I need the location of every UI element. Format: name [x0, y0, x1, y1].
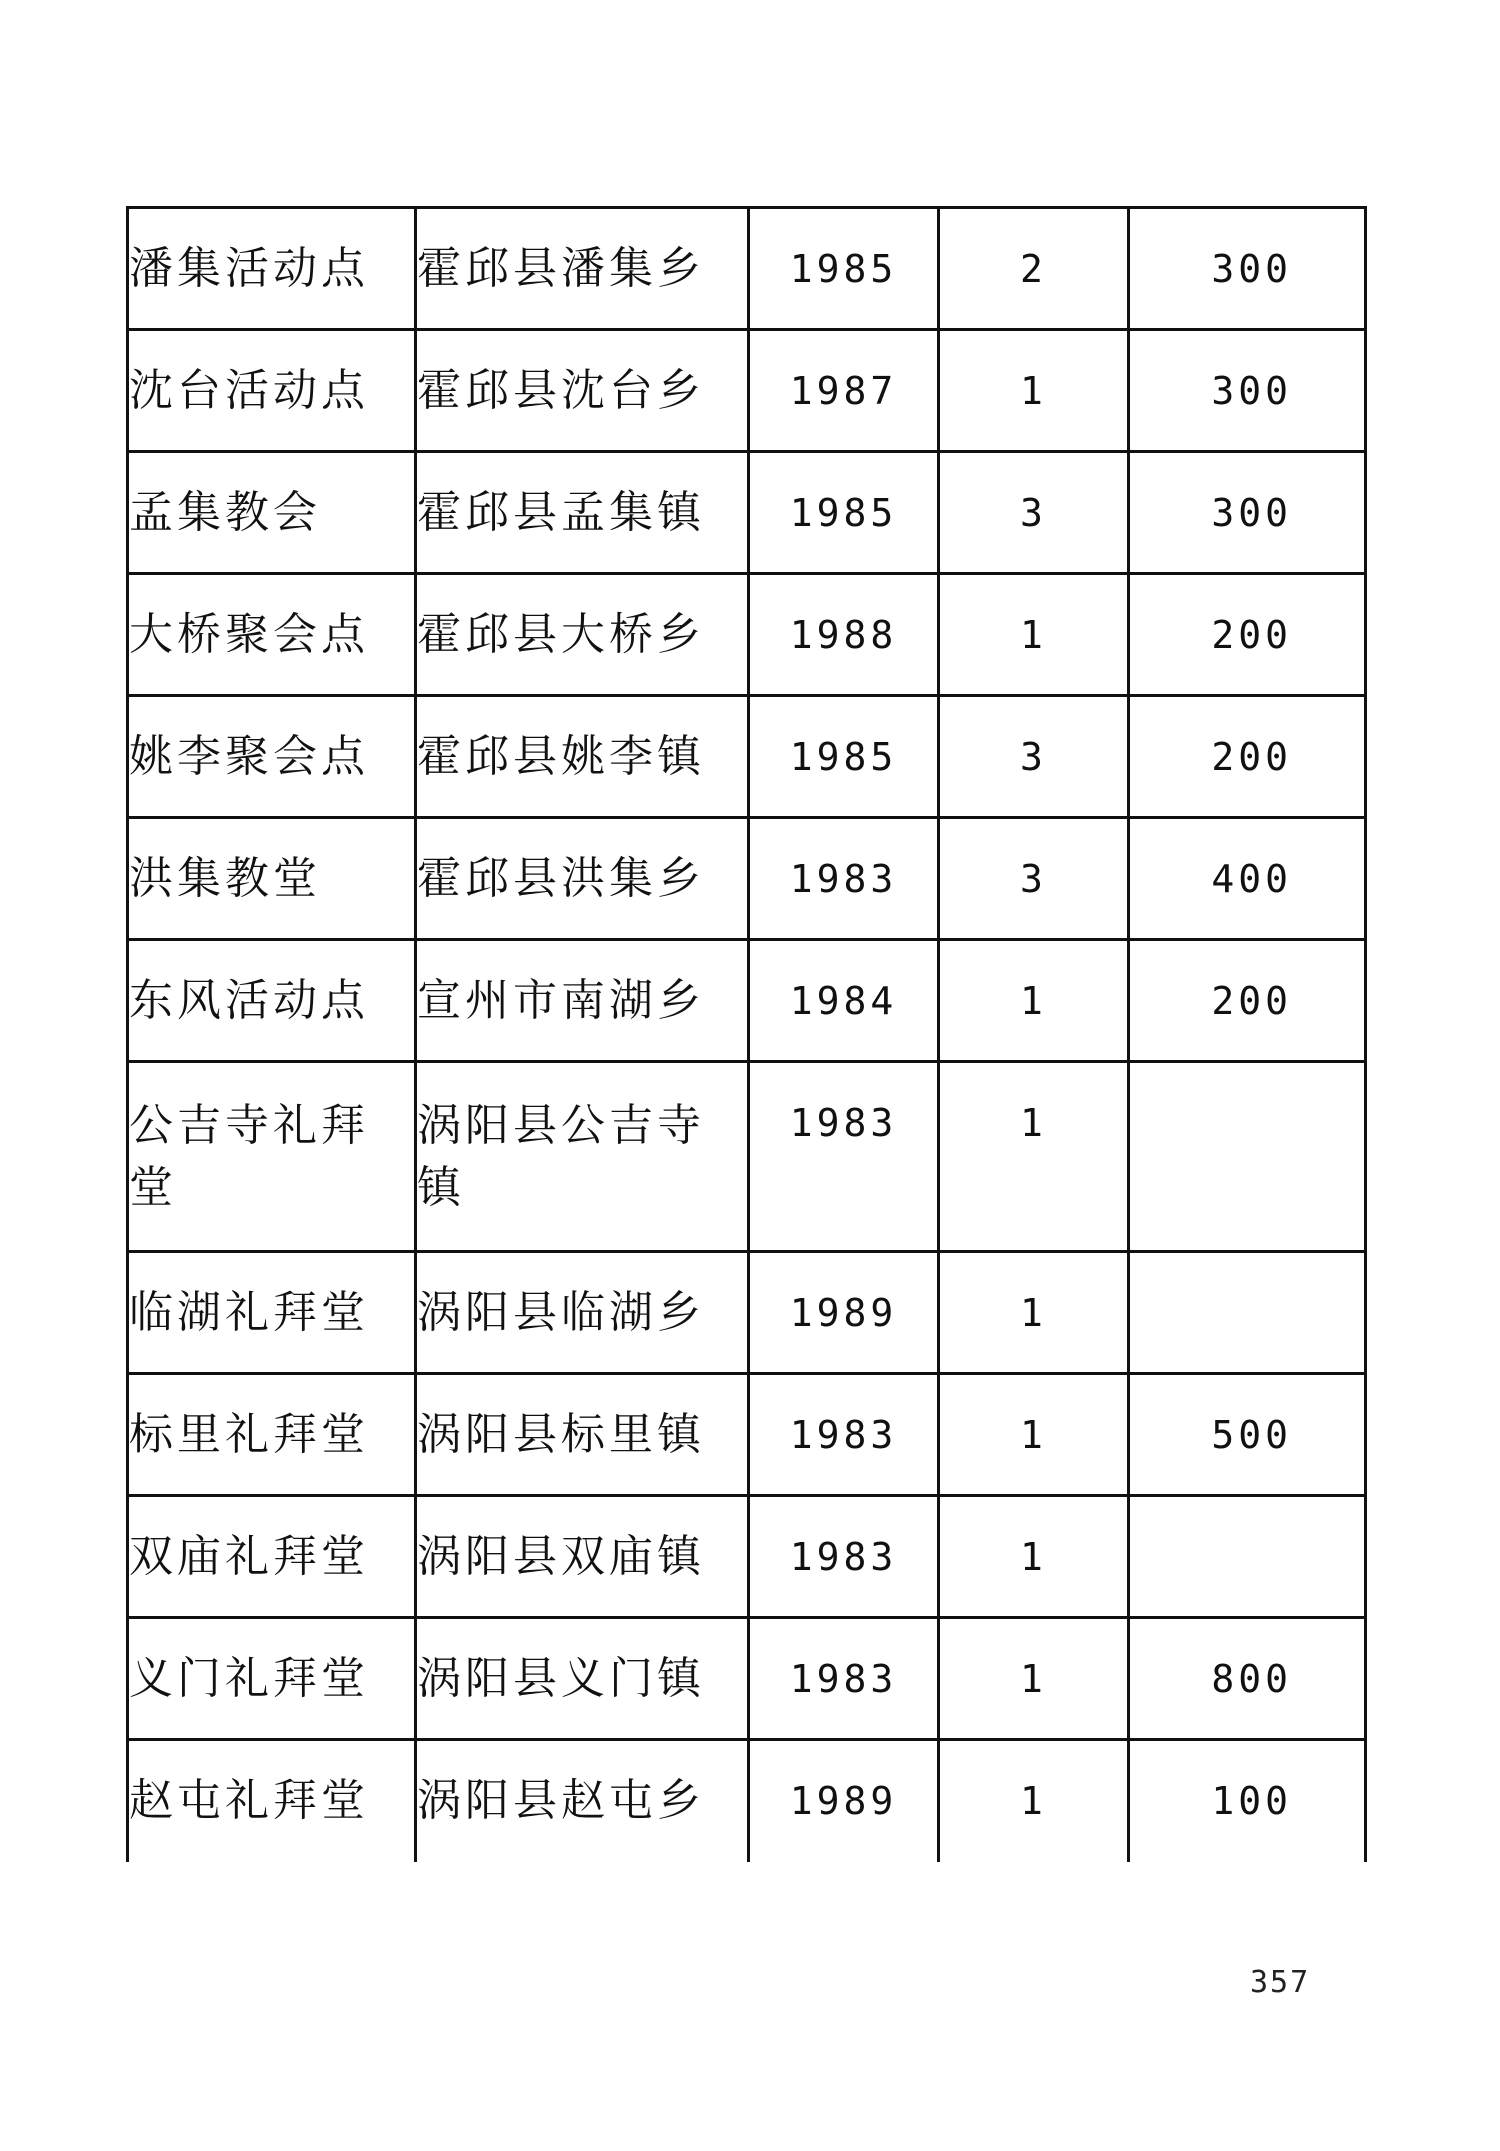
location-cell: 霍邱县孟集镇	[416, 452, 749, 574]
year-cell: 1983	[749, 818, 939, 940]
year-cell: 1988	[749, 574, 939, 696]
location-cell: 涡阳县双庙镇	[416, 1496, 749, 1618]
year-cell: 1983	[749, 1618, 939, 1740]
site-name-cell: 孟集教会	[128, 452, 416, 574]
year-cell: 1983	[749, 1496, 939, 1618]
year-cell: 1985	[749, 696, 939, 818]
table-body	[128, 208, 1366, 1862]
location-cell: 霍邱县大桥乡	[416, 574, 749, 696]
people-cell	[1129, 1252, 1366, 1374]
people-cell: 400	[1129, 818, 1366, 940]
table-row	[128, 330, 1366, 452]
site-name-cell: 洪集教堂	[128, 818, 416, 940]
count-cell: 3	[939, 452, 1129, 574]
table-row	[128, 1740, 1366, 1862]
people-cell: 200	[1129, 696, 1366, 818]
site-name-cell: 潘集活动点	[128, 208, 416, 330]
year-cell: 1983	[749, 1374, 939, 1496]
year-cell: 1983	[749, 1062, 939, 1252]
location-cell: 涡阳县临湖乡	[416, 1252, 749, 1374]
table-row	[128, 940, 1366, 1062]
church-register-table	[126, 206, 1367, 1862]
location-cell: 霍邱县潘集乡	[416, 208, 749, 330]
site-name-cell: 赵屯礼拜堂	[128, 1740, 416, 1862]
site-name-cell: 标里礼拜堂	[128, 1374, 416, 1496]
year-cell: 1989	[749, 1740, 939, 1862]
people-cell: 800	[1129, 1618, 1366, 1740]
table-row	[128, 1496, 1366, 1618]
count-cell: 1	[939, 1618, 1129, 1740]
table-row	[128, 452, 1366, 574]
people-cell: 200	[1129, 940, 1366, 1062]
count-cell: 1	[939, 1740, 1129, 1862]
location-cell: 霍邱县沈台乡	[416, 330, 749, 452]
count-cell: 1	[939, 940, 1129, 1062]
site-name-cell: 公吉寺礼拜堂	[128, 1062, 416, 1252]
site-name-cell: 东风活动点	[128, 940, 416, 1062]
count-cell: 2	[939, 208, 1129, 330]
people-cell: 100	[1129, 1740, 1366, 1862]
people-cell	[1129, 1496, 1366, 1618]
table-row	[128, 1618, 1366, 1740]
count-cell: 1	[939, 1496, 1129, 1618]
year-cell: 1987	[749, 330, 939, 452]
table-row	[128, 208, 1366, 330]
page-number: 357	[1250, 1965, 1311, 2000]
table-row	[128, 818, 1366, 940]
table-row	[128, 696, 1366, 818]
location-cell: 涡阳县义门镇	[416, 1618, 749, 1740]
site-name-cell: 沈台活动点	[128, 330, 416, 452]
count-cell: 1	[939, 330, 1129, 452]
site-name-cell: 大桥聚会点	[128, 574, 416, 696]
people-cell: 300	[1129, 452, 1366, 574]
people-cell	[1129, 1062, 1366, 1252]
count-cell: 1	[939, 574, 1129, 696]
year-cell: 1985	[749, 208, 939, 330]
count-cell: 3	[939, 696, 1129, 818]
count-cell: 1	[939, 1062, 1129, 1252]
site-name-cell: 义门礼拜堂	[128, 1618, 416, 1740]
people-cell: 500	[1129, 1374, 1366, 1496]
table-row	[128, 1374, 1366, 1496]
count-cell: 1	[939, 1252, 1129, 1374]
table-row	[128, 1252, 1366, 1374]
location-cell: 宣州市南湖乡	[416, 940, 749, 1062]
year-cell: 1989	[749, 1252, 939, 1374]
site-name-cell: 姚李聚会点	[128, 696, 416, 818]
location-cell: 涡阳县标里镇	[416, 1374, 749, 1496]
location-cell: 霍邱县姚李镇	[416, 696, 749, 818]
count-cell: 1	[939, 1374, 1129, 1496]
location-cell: 涡阳县公吉寺镇	[416, 1062, 749, 1252]
location-cell: 涡阳县赵屯乡	[416, 1740, 749, 1862]
site-name-cell: 临湖礼拜堂	[128, 1252, 416, 1374]
people-cell: 300	[1129, 208, 1366, 330]
people-cell: 300	[1129, 330, 1366, 452]
year-cell: 1984	[749, 940, 939, 1062]
table-row	[128, 574, 1366, 696]
count-cell: 3	[939, 818, 1129, 940]
location-cell: 霍邱县洪集乡	[416, 818, 749, 940]
table-row	[128, 1062, 1366, 1252]
year-cell: 1985	[749, 452, 939, 574]
people-cell: 200	[1129, 574, 1366, 696]
site-name-cell: 双庙礼拜堂	[128, 1496, 416, 1618]
